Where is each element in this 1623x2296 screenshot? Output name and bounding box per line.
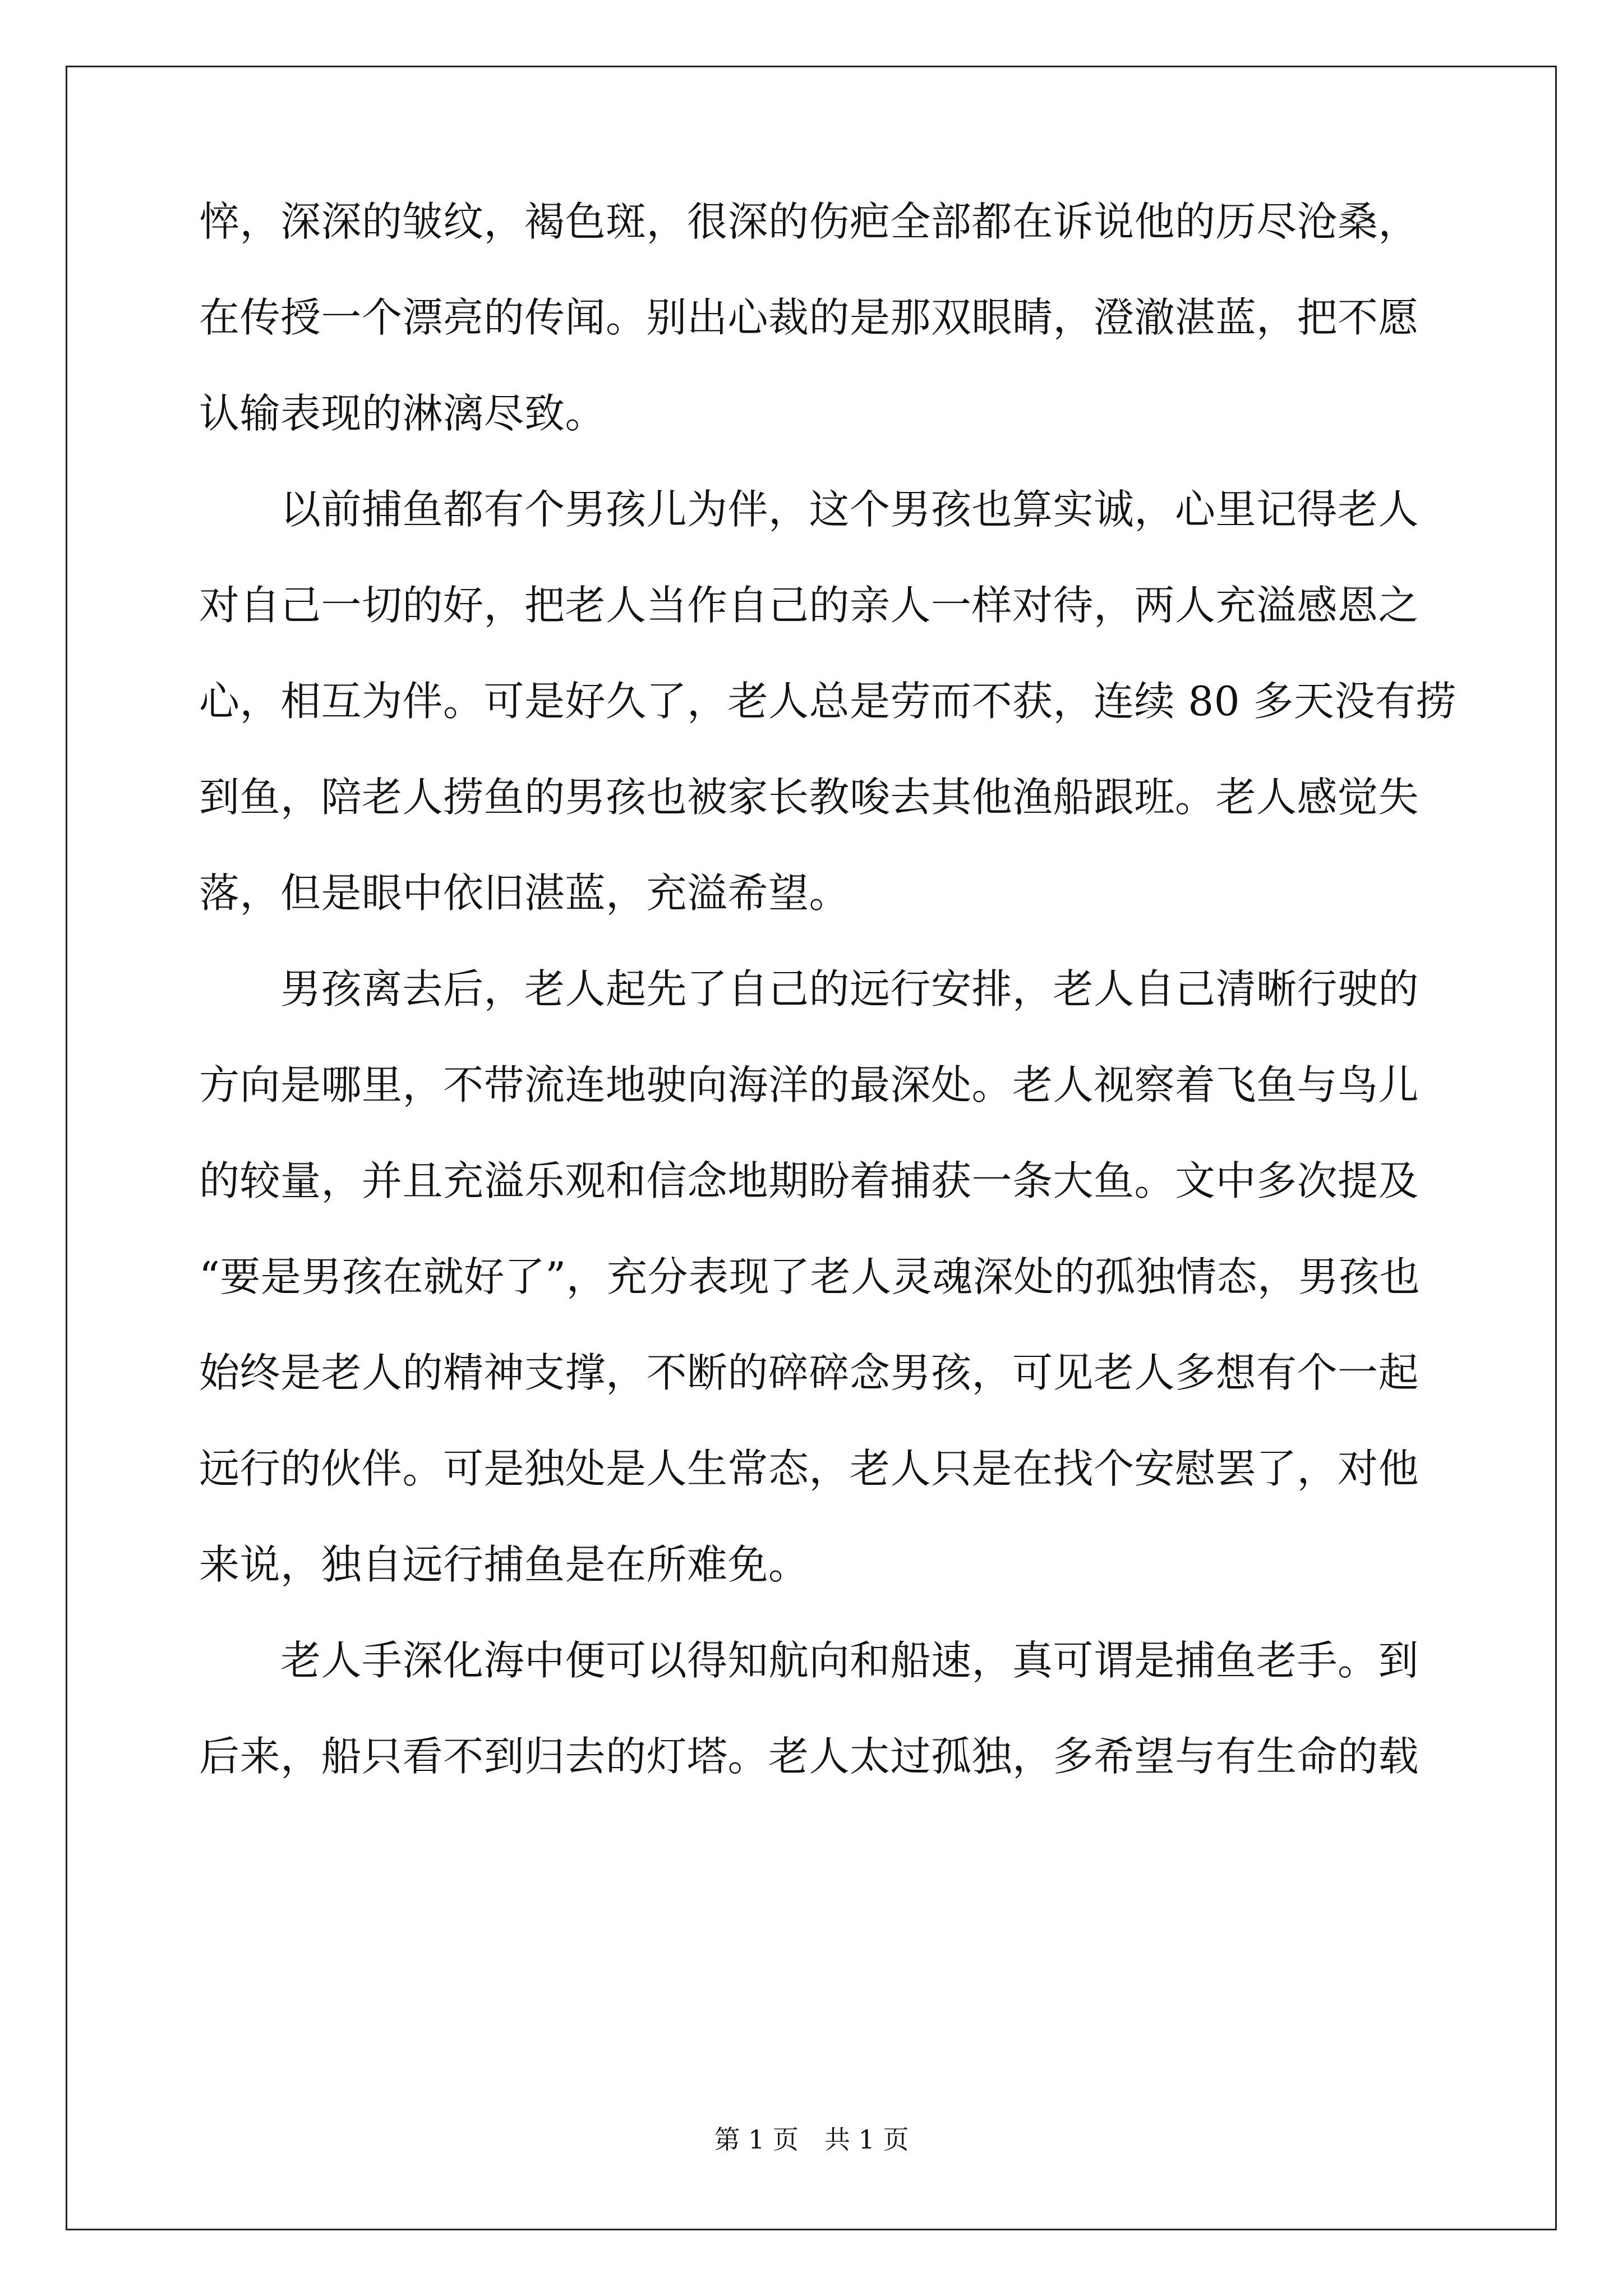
text-line: 远行的伙伴。可是独处是人生常态，老人只是在找个安慰罢了，对他: [199, 1445, 1419, 1492]
text-line: 方向是哪里，不带流连地驶向海洋的最深处。老人视察着飞鱼与鸟儿: [199, 1061, 1419, 1108]
text-line: 后来，船只看不到归去的灯塔。老人太过孤独，多希望与有生命的载: [199, 1733, 1419, 1780]
text-line: 心，相互为伴。可是好久了，老人总是劳而不获，连续 80 多天没有捞: [199, 678, 1456, 725]
text-line: “要是男孩在就好了”，充分表现了老人灵魂深处的孤独情态，男孩也: [199, 1253, 1421, 1300]
page-footer: 第 1 页 共 1 页: [714, 2124, 909, 2155]
text-line: 的较量，并且充溢乐观和信念地期盼着捕获一条大鱼。文中多次提及: [199, 1157, 1419, 1204]
text-line: 始终是老人的精神支撑，不断的碎碎念男孩，可见老人多想有个一起: [199, 1349, 1419, 1396]
text-line: 悴，深深的皱纹，褐色斑，很深的伤疤全部都在诉说他的历尽沧桑，: [199, 198, 1419, 245]
text-line: 来说，独自远行捕鱼是在所难免。: [199, 1541, 809, 1588]
text-line: 老人手深化海中便可以得知航向和船速，真可谓是捕鱼老手。到: [199, 1637, 1419, 1684]
text-line: 认输表现的淋漓尽致。: [199, 390, 606, 437]
text-line: 对自己一切的好，把老人当作自己的亲人一样对待，两人充溢感恩之: [199, 582, 1419, 629]
text-line: 以前捕鱼都有个男孩儿为伴，这个男孩也算实诚，心里记得老人: [199, 486, 1419, 533]
text-line: 到鱼，陪老人捞鱼的男孩也被家长教唆去其他渔船跟班。老人感觉失: [199, 774, 1419, 821]
text-line: 男孩离去后，老人起先了自己的远行安排，老人自己清晰行驶的: [199, 965, 1419, 1013]
text-line: 在传授一个漂亮的传闻。别出心裁的是那双眼睛，澄澈湛蓝，把不愿: [199, 294, 1419, 341]
text-line: 落，但是眼中依旧湛蓝，充溢希望。: [199, 869, 850, 917]
